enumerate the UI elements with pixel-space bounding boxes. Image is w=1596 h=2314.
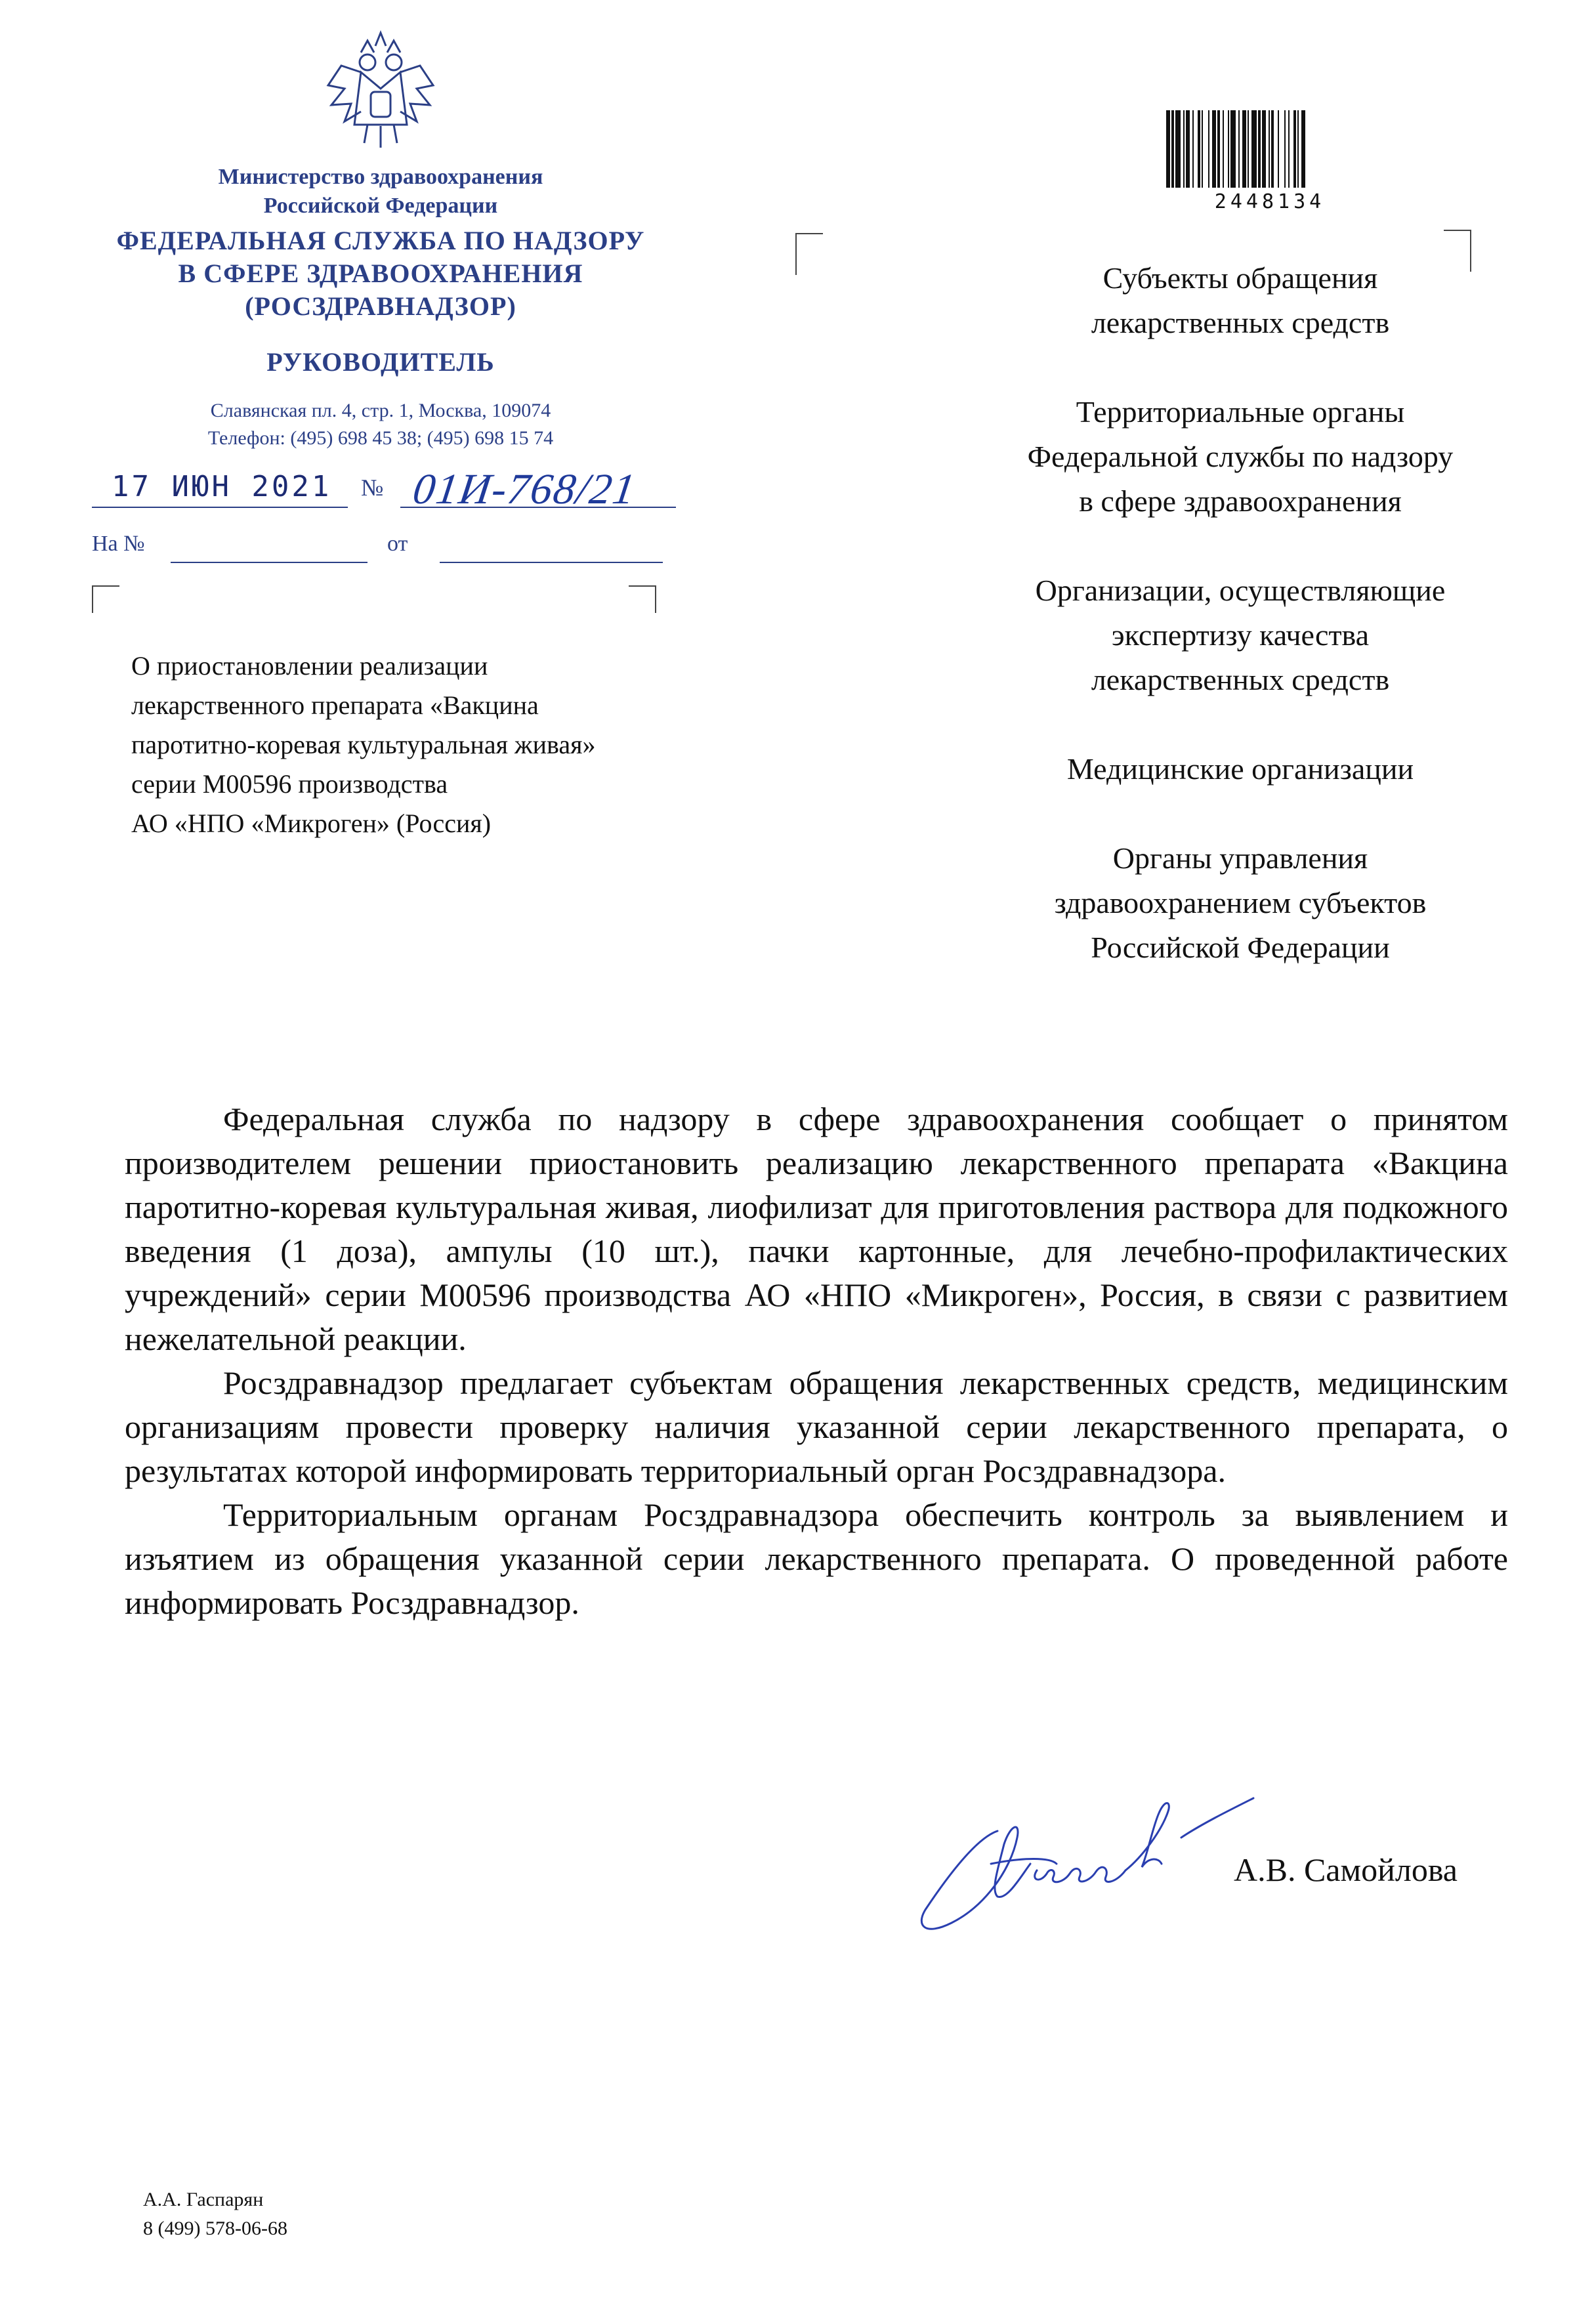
- addressee-line: Организации, осуществляющие: [1035, 574, 1446, 607]
- subject-corner-right: [629, 585, 656, 613]
- addressee-item: [912, 390, 1568, 524]
- barcode-bar: [1248, 110, 1249, 188]
- barcode-bar: [1297, 110, 1299, 188]
- phone-line: Телефон: (495) 698 45 38; (495) 698 15 74: [207, 427, 554, 449]
- executor-phone: 8 (499) 578-06-68: [143, 2218, 287, 2239]
- from-label: от: [387, 532, 408, 556]
- in-reply-row: [92, 532, 682, 571]
- in-reply-label: На №: [92, 532, 145, 556]
- barcode-bar: [1175, 110, 1181, 188]
- barcode-bar: [1217, 110, 1220, 188]
- from-underline: [440, 562, 663, 563]
- barcode-bar: [1171, 110, 1174, 188]
- barcode-bar: [1212, 110, 1216, 188]
- barcode-bar: [1269, 110, 1270, 188]
- barcode-number: 2448134: [1214, 190, 1326, 213]
- addressee-item: [912, 568, 1568, 702]
- ministry-name: [138, 163, 623, 221]
- addressee-item: [912, 747, 1568, 791]
- addressee-list: [912, 256, 1568, 1015]
- letter-body: [125, 1097, 1508, 1625]
- barcode-bar: [1262, 110, 1266, 188]
- number-underline: [400, 507, 676, 508]
- letterhead-address: [131, 397, 630, 452]
- in-reply-underline: [171, 562, 368, 563]
- signer-name: А.В. Самойлова: [1234, 1851, 1458, 1888]
- body-paragraph: Территориальным органам Росздравнадзора обеспечить контроль за выявлением и изъятием из обращения указанной серии лекарственного препарата. О проведенной работе информировать Росздравнадзор.: [125, 1496, 1508, 1621]
- service-line-1: ФЕДЕРАЛЬНАЯ СЛУЖБА ПО НАДЗОРУ: [116, 226, 645, 255]
- barcode-bar: [1284, 110, 1286, 188]
- addressee-line: Медицинские организации: [1066, 752, 1414, 786]
- service-name: [72, 224, 689, 323]
- barcode-bar: [1166, 110, 1170, 188]
- barcode-bar: [1208, 110, 1209, 188]
- subject-corner-left: [92, 585, 119, 613]
- addressee-line: Субъекты обращения: [1102, 261, 1378, 295]
- outgoing-number: 01И-768/21: [410, 465, 640, 513]
- barcode-bar: [1183, 110, 1185, 188]
- barcode-bar: [1271, 110, 1274, 188]
- addressee-line: лекарственных средств: [1091, 306, 1390, 339]
- barcode-bar: [1278, 110, 1279, 188]
- barcode-bar: [1202, 110, 1203, 188]
- subject-block: [131, 646, 722, 843]
- address-line: Славянская пл. 4, стр. 1, Москва, 109074: [210, 400, 551, 421]
- subject-line: АО «НПО «Микроген» (Россия): [131, 809, 492, 838]
- addressee-line: лекарственных средств: [1091, 663, 1390, 696]
- body-paragraph: Федеральная служба по надзору в сфере здравоохранения сообщает о принятом производителем решении приостановить реализацию лекарственного препарата «Вакцина паротитно-коревая культуральная живая, лиофилизат для приготовления раствора для подкожного введения (1 доза), ампулы (10 шт.), пачки картонные, для лечебно-профилактических учреждений» серии М00596 производства АО «НПО «Микроген», Россия, в связи с развитием нежелательной реакции.: [125, 1101, 1508, 1357]
- barcode-bar: [1223, 110, 1224, 188]
- addressee-item: [912, 256, 1568, 345]
- barcode-bar: [1230, 110, 1236, 188]
- executor-name: А.А. Гаспарян: [143, 2189, 264, 2210]
- registration-row: [92, 466, 682, 518]
- barcode-bar: [1251, 110, 1257, 188]
- subject-line: лекарственного препарата «Вакцина: [131, 690, 539, 720]
- barcode-bar: [1238, 110, 1240, 188]
- subject-line: О приостановлении реализации: [131, 651, 488, 681]
- subject-line: серии М00596 производства: [131, 769, 448, 799]
- addressee-line: Федеральной службы по надзору: [1027, 440, 1454, 473]
- barcode-bar: [1242, 110, 1246, 188]
- subject-line: паротитно-коревая культуральная живая»: [131, 730, 596, 759]
- addressee-corner-left: [795, 233, 823, 275]
- barcode-bar: [1288, 110, 1290, 188]
- registration-date-stamp: 17 ИЮН 2021: [112, 470, 332, 503]
- executor-info: [143, 2185, 287, 2243]
- barcode-bar: [1293, 110, 1296, 188]
- date-underline: [92, 507, 348, 508]
- addressee-line: Российской Федерации: [1091, 931, 1390, 964]
- addressee-line: экспертизу качества: [1111, 618, 1370, 652]
- addressee-line: здравоохранением субъектов: [1054, 886, 1427, 919]
- addressee-item: [912, 836, 1568, 970]
- barcode-bar: [1198, 110, 1200, 188]
- barcode-icon: [1165, 110, 1375, 188]
- ministry-line-1: Министерство здравоохранения: [218, 165, 543, 189]
- addressee-line: Территориальные органы: [1076, 395, 1405, 429]
- head-title: РУКОВОДИТЕЛЬ: [266, 347, 495, 377]
- number-sign: №: [361, 474, 384, 501]
- barcode-bar: [1301, 110, 1305, 188]
- addressee-line: в сфере здравоохранения: [1079, 484, 1402, 518]
- body-paragraph: Росздравнадзор предлагает субъектам обращения лекарственных средств, медицинским организациям провести проверку наличия указанной серии лекарственного препарата, о результатах которой информировать территориальный орган Росздравнадзора.: [125, 1364, 1508, 1489]
- barcode-bar: [1186, 110, 1190, 188]
- service-line-3: (РОСЗДРАВНАДЗОР): [245, 291, 516, 321]
- barcode-bar: [1258, 110, 1261, 188]
- addressee-line: Органы управления: [1112, 841, 1368, 875]
- ministry-line-2: Российской Федерации: [263, 194, 498, 218]
- barcode-bar: [1192, 110, 1194, 188]
- coat-of-arms-icon: [315, 26, 446, 158]
- barcode-bar: [1228, 110, 1229, 188]
- service-line-2: В СФЕРЕ ЗДРАВООХРАНЕНИЯ: [178, 259, 583, 288]
